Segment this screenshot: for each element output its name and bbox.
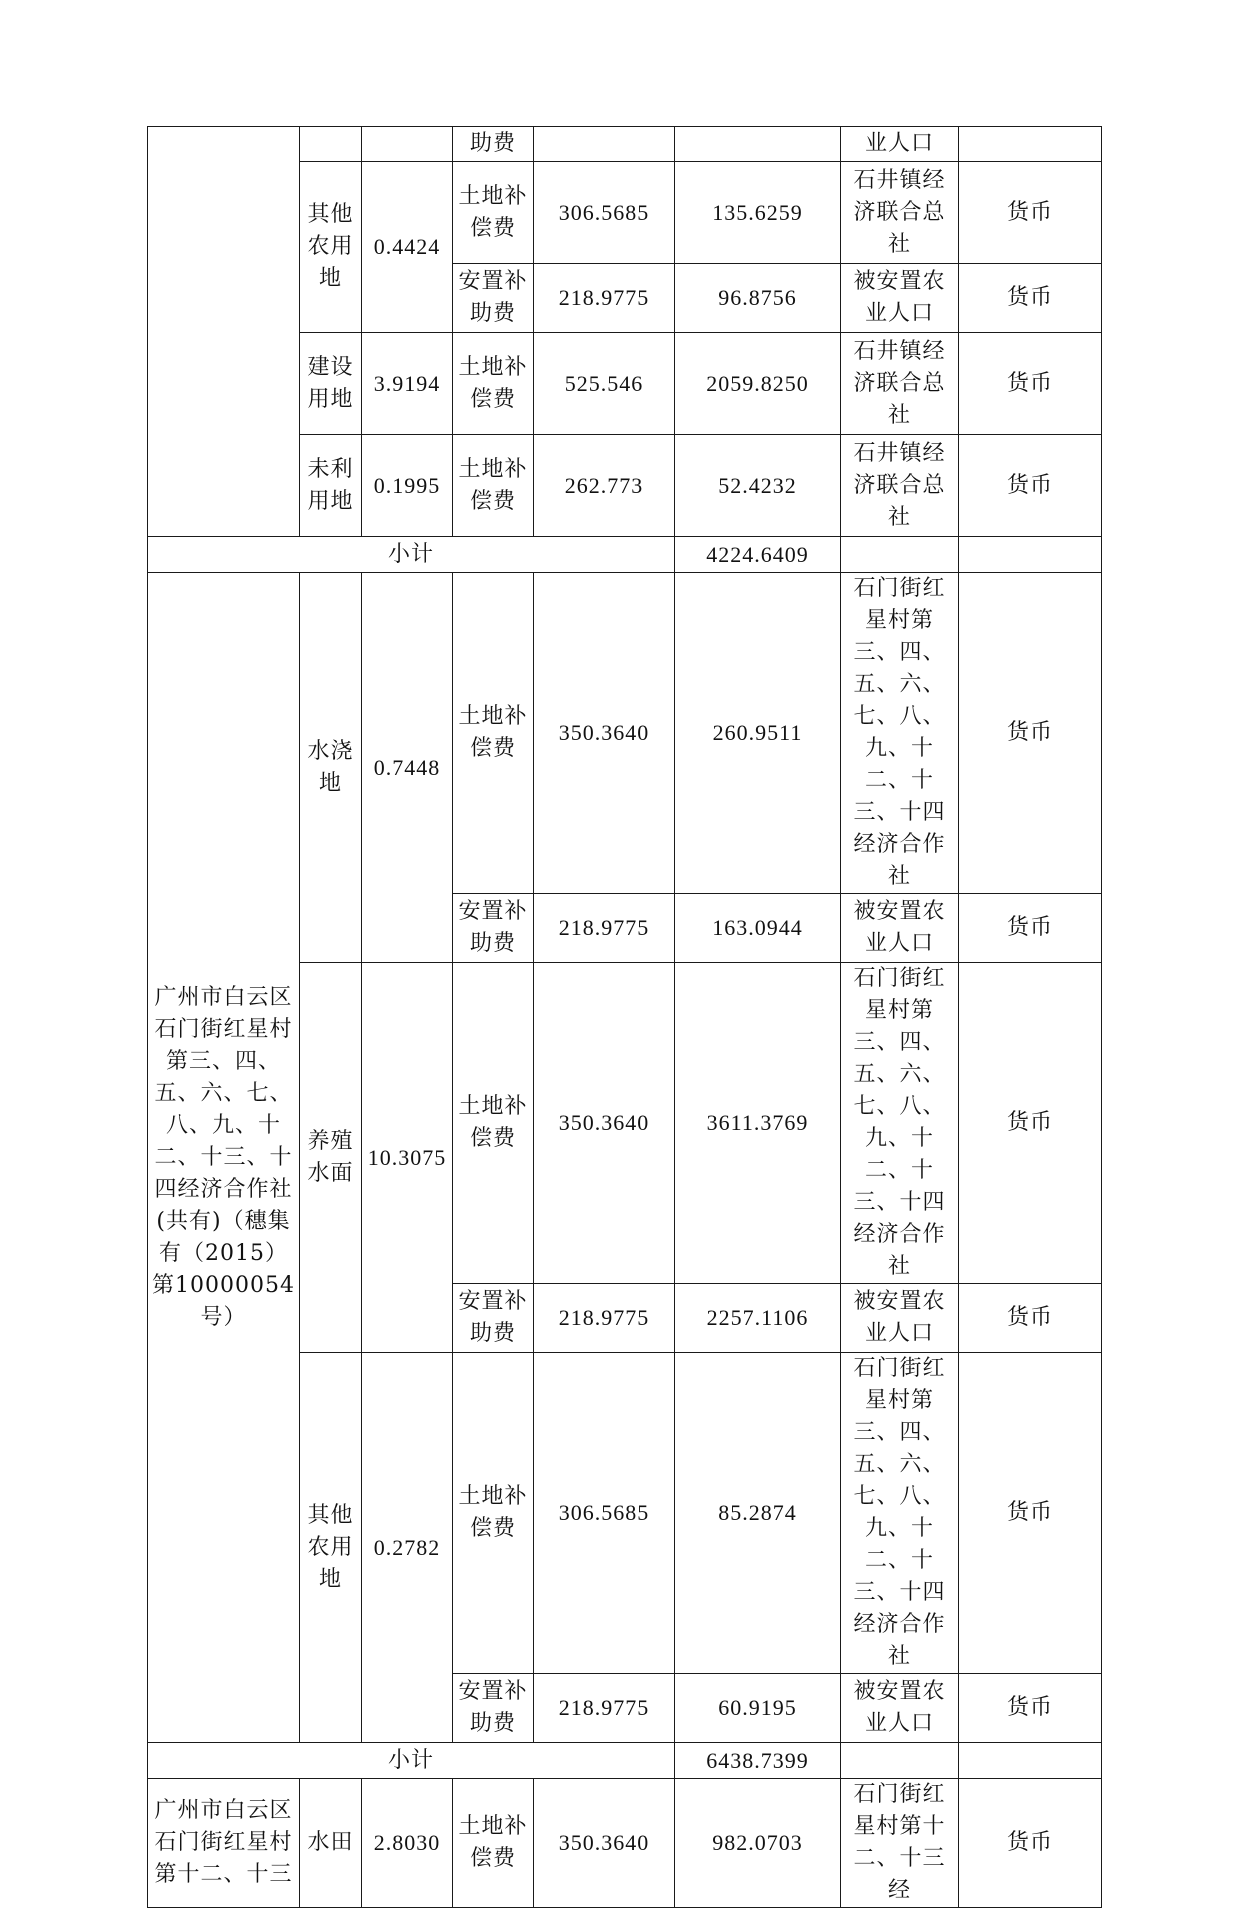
area-cell: 0.1995 — [362, 435, 453, 537]
recipient-cell: 被安置农业人口 — [841, 264, 959, 333]
fee-type-cell: 土地补偿费 — [453, 162, 534, 264]
fee-type-cell: 安置补助费 — [453, 894, 534, 963]
land-type-cell: 水浇地 — [300, 573, 362, 963]
area-cell: 0.2782 — [362, 1353, 453, 1743]
standard-cell: 218.9775 — [534, 1284, 675, 1353]
standard-cell: 218.9775 — [534, 894, 675, 963]
standard-cell: 306.5685 — [534, 1353, 675, 1674]
subtotal-amount: 6438.7399 — [675, 1743, 841, 1779]
amount-cell: 260.9511 — [675, 573, 841, 894]
area-cell: 10.3075 — [362, 963, 453, 1353]
amount-cell: 982.0703 — [675, 1779, 841, 1908]
area-cell: 2.8030 — [362, 1779, 453, 1908]
recipient-cell: 石井镇经济联合总社 — [841, 162, 959, 264]
area-cell — [362, 127, 453, 162]
fee-type-cell: 土地补偿费 — [453, 963, 534, 1284]
owner-cell: 广州市白云区石门街红星村第三、四、五、六、七、八、九、十二、十三、十四经济合作社(共有)（穗集有（2015）第10000054号） — [148, 573, 300, 1743]
fee-type-cell: 助费 — [453, 127, 534, 162]
standard-cell: 525.546 — [534, 333, 675, 435]
area-cell: 0.4424 — [362, 162, 453, 333]
subtotal-amount: 4224.6409 — [675, 537, 841, 573]
land-type-cell: 建设用地 — [300, 333, 362, 435]
amount-cell: 2059.8250 — [675, 333, 841, 435]
amount-cell: 2257.1106 — [675, 1284, 841, 1353]
fee-type-cell: 土地补偿费 — [453, 435, 534, 537]
recipient-cell — [841, 1743, 959, 1779]
fee-type-cell: 土地补偿费 — [453, 1353, 534, 1674]
fee-type-cell: 安置补助费 — [453, 264, 534, 333]
payment-cell: 货币 — [959, 894, 1102, 963]
amount-cell: 52.4232 — [675, 435, 841, 537]
subtotal-row — [148, 537, 1102, 573]
standard-cell: 218.9775 — [534, 264, 675, 333]
recipient-cell: 石井镇经济联合总社 — [841, 435, 959, 537]
recipient-cell — [841, 537, 959, 573]
recipient-cell: 业人口 — [841, 127, 959, 162]
payment-cell: 货币 — [959, 1674, 1102, 1743]
compensation-table — [147, 126, 1102, 1908]
table-row — [148, 127, 1102, 162]
table-row — [148, 573, 1102, 894]
recipient-cell: 石门街红星村第十二、十三经 — [841, 1779, 959, 1908]
amount-cell: 85.2874 — [675, 1353, 841, 1674]
owner-cell-continued — [148, 127, 300, 537]
subtotal-label: 小计 — [148, 1743, 675, 1779]
land-type-cell: 其他农用地 — [300, 1353, 362, 1743]
payment-cell: 货币 — [959, 264, 1102, 333]
payment-cell: 货币 — [959, 1284, 1102, 1353]
recipient-cell: 被安置农业人口 — [841, 894, 959, 963]
land-type-cell — [300, 127, 362, 162]
payment-cell: 货币 — [959, 1353, 1102, 1674]
standard-cell: 218.9775 — [534, 1674, 675, 1743]
payment-cell: 货币 — [959, 963, 1102, 1284]
standard-cell: 350.3640 — [534, 573, 675, 894]
recipient-cell: 石门街红星村第三、四、五、六、七、八、九、十二、十三、十四经济合作社 — [841, 963, 959, 1284]
amount-cell: 163.0944 — [675, 894, 841, 963]
fee-type-cell: 土地补偿费 — [453, 573, 534, 894]
standard-cell: 262.773 — [534, 435, 675, 537]
subtotal-label: 小计 — [148, 537, 675, 573]
standard-cell: 350.3640 — [534, 963, 675, 1284]
recipient-cell: 被安置农业人口 — [841, 1674, 959, 1743]
land-type-cell: 水田 — [300, 1779, 362, 1908]
recipient-cell: 石井镇经济联合总社 — [841, 333, 959, 435]
payment-cell: 货币 — [959, 1779, 1102, 1908]
standard-cell — [534, 127, 675, 162]
payment-cell — [959, 537, 1102, 573]
land-type-cell: 养殖水面 — [300, 963, 362, 1353]
payment-cell: 货币 — [959, 573, 1102, 894]
amount-cell: 3611.3769 — [675, 963, 841, 1284]
recipient-cell: 石门街红星村第三、四、五、六、七、八、九、十二、十三、十四经济合作社 — [841, 573, 959, 894]
area-cell: 3.9194 — [362, 333, 453, 435]
standard-cell: 350.3640 — [534, 1779, 675, 1908]
payment-cell: 货币 — [959, 333, 1102, 435]
recipient-cell: 被安置农业人口 — [841, 1284, 959, 1353]
amount-cell: 96.8756 — [675, 264, 841, 333]
payment-cell — [959, 127, 1102, 162]
amount-cell: 135.6259 — [675, 162, 841, 264]
land-type-cell: 其他农用地 — [300, 162, 362, 333]
land-type-cell: 未利用地 — [300, 435, 362, 537]
recipient-cell: 石门街红星村第三、四、五、六、七、八、九、十二、十三、十四经济合作社 — [841, 1353, 959, 1674]
subtotal-row — [148, 1743, 1102, 1779]
fee-type-cell: 安置补助费 — [453, 1674, 534, 1743]
amount-cell — [675, 127, 841, 162]
payment-cell — [959, 1743, 1102, 1779]
table-row — [148, 1779, 1102, 1908]
area-cell: 0.7448 — [362, 573, 453, 963]
owner-cell: 广州市白云区石门街红星村第十二、十三 — [148, 1779, 300, 1908]
amount-cell: 60.9195 — [675, 1674, 841, 1743]
standard-cell: 306.5685 — [534, 162, 675, 264]
fee-type-cell: 安置补助费 — [453, 1284, 534, 1353]
fee-type-cell: 土地补偿费 — [453, 333, 534, 435]
payment-cell: 货币 — [959, 162, 1102, 264]
fee-type-cell: 土地补偿费 — [453, 1779, 534, 1908]
payment-cell: 货币 — [959, 435, 1102, 537]
